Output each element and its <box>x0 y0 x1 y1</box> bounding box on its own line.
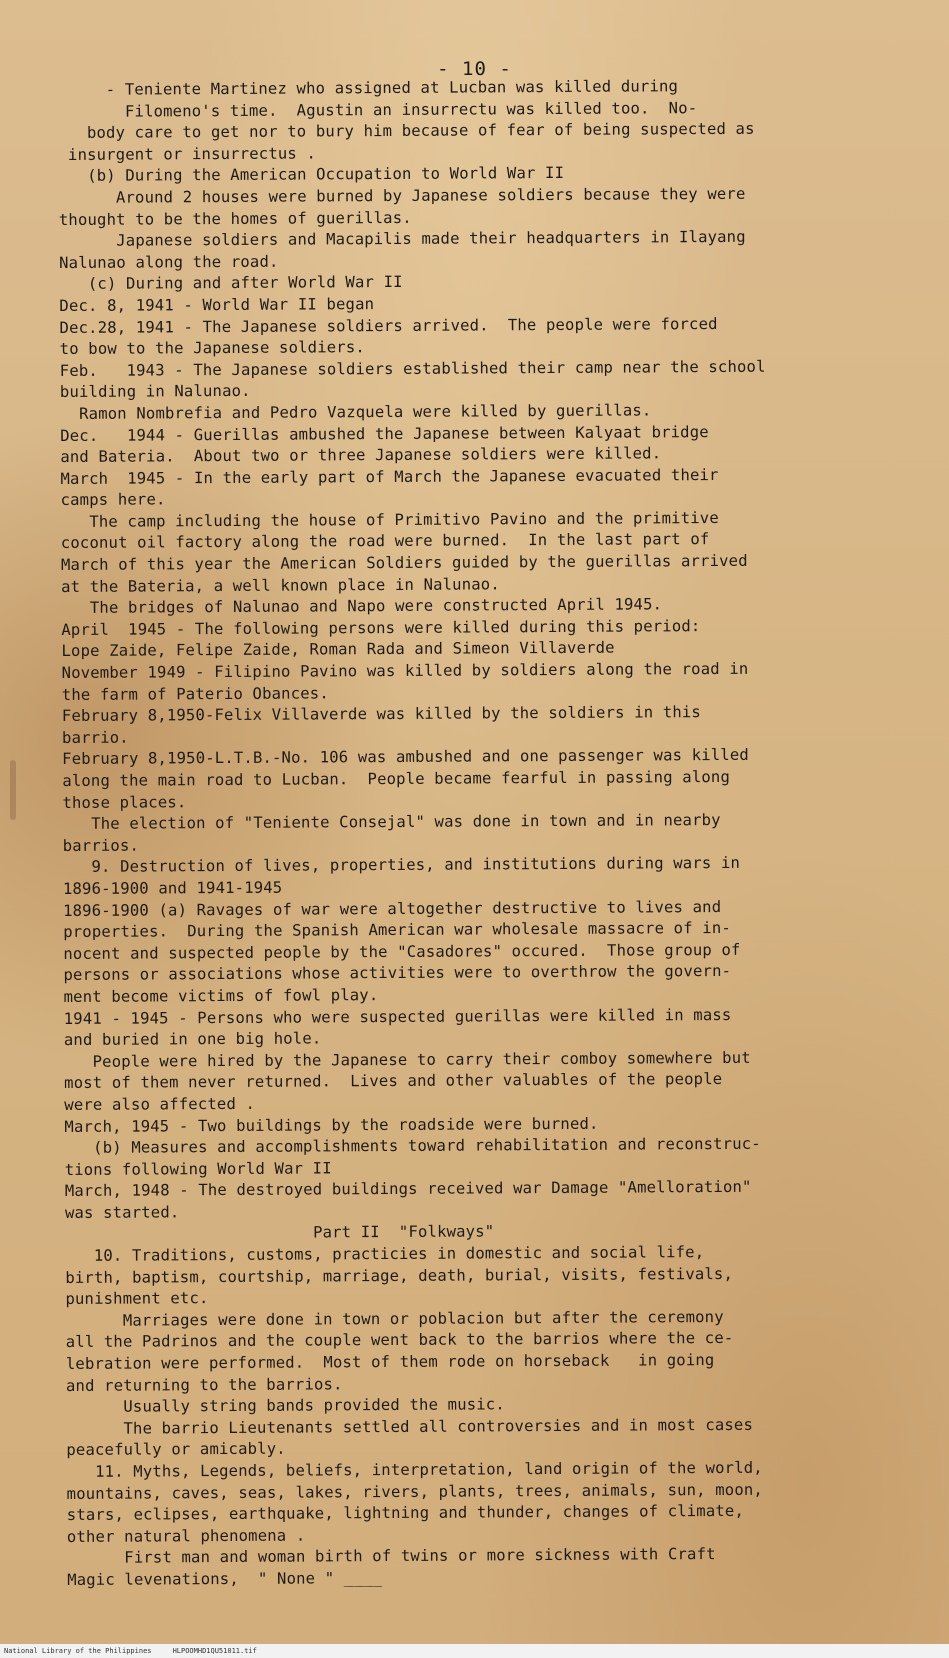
text-line: 1941 - 1945 - Persons who were suspected guerillas were killed in mass <box>63 1005 732 1028</box>
text-line: all the Padrinos and the couple went back to the barrios where the ce- <box>65 1329 734 1352</box>
text-line: Part II "Folkways" <box>64 1222 495 1244</box>
text-line: Lope Zaide, Felipe Zaide, Roman Rada and Simeon Villaverde <box>61 639 615 661</box>
text-line: Filomeno's time. Agustin an insurrectu was killed too. No- <box>58 98 698 121</box>
text-line: and returning to the barrios. <box>65 1374 343 1395</box>
text-line: (b) Measures and accomplishments toward rehabilitation and reconstruc- <box>64 1134 761 1158</box>
text-line: those places. <box>62 792 187 812</box>
text-line: camps here. <box>60 490 166 510</box>
text-line: and Bateria. About two or three Japanese soldiers were killed. <box>60 444 662 467</box>
text-line: March, 1948 - The destroyed buildings received war Damage "Amelloration" <box>64 1178 752 1201</box>
text-line: Nalunao along the road. <box>59 252 279 272</box>
text-line: punishment etc. <box>65 1289 209 1309</box>
text-line: persons or associations whose activities were to overthrow the govern- <box>63 962 732 985</box>
text-line: most of them never returned. Lives and other valuables of the people <box>64 1070 723 1093</box>
text-line: 10. Traditions, customs, practicies in domestic and social life, <box>65 1243 705 1266</box>
text-line: was started. <box>64 1203 180 1222</box>
text-line: People were hired by the Japanese to carry their comboy somewhere but <box>63 1048 751 1071</box>
text-line: coconut oil factory along the road were burned. In the last part of <box>60 530 710 553</box>
text-line: - Teniente Martinez who assigned at Lucban was killed during <box>58 77 679 99</box>
text-line: Dec. 1944 - Guerillas ambushed the Japanese between Kalyaat bridge <box>60 422 709 445</box>
text-line: Ramon Nombrefia and Pedro Vazquela were killed by guerillas. <box>59 401 652 423</box>
text-line: at the Bateria, a well known place in Nalunao. <box>61 574 500 596</box>
text-line: tions following World War II <box>64 1159 332 1179</box>
text-line: barrio. <box>61 728 129 747</box>
text-line: nocent and suspected people by the "Casadores" occured. Those group of <box>63 940 741 963</box>
page-number: - 10 - <box>437 58 512 80</box>
text-line: March of this year the American Soldiers guided by the guerillas arrived <box>60 551 748 575</box>
text-line: Usually string bands provided the music. <box>66 1395 505 1417</box>
scan-footer-caption: National Library of the Philippines HLPOOMHD1QU51011.tif <box>4 1647 257 1655</box>
text-line: the farm of Paterio Obances. <box>61 683 329 704</box>
text-line: February 8,1950-Felix Villaverde was killed by the soldiers in this <box>61 703 701 726</box>
text-line: lebration were performed. Most of them rode on horseback in going <box>65 1351 715 1374</box>
text-line: The camp including the house of Primitivo Pavino and the primitive <box>60 508 719 531</box>
text-line: thought to be the homes of guerillas. <box>58 208 412 229</box>
text-line: Dec.28, 1941 - The Japanese soldiers arrived. The people were forced <box>59 314 718 337</box>
text-line: Around 2 houses were burned by Japanese soldiers because they were <box>58 184 746 207</box>
text-line: Feb. 1943 - The Japanese soldiers established their camp near the school <box>59 357 766 380</box>
text-line: Marriages were done in town or poblacion but after the ceremony <box>65 1307 724 1330</box>
typed-text-body <box>58 75 907 1592</box>
text-line: other natural phenomena . <box>66 1526 306 1546</box>
text-line: November 1949 - Filipino Pavino was killed by soldiers along the road in <box>61 659 749 683</box>
text-line: 11. Myths, Legends, beliefs, interpretation, land origin of the world, <box>66 1458 763 1481</box>
text-line: birth, baptism, courtship, marriage, death, burial, visits, festivals, <box>65 1264 734 1287</box>
text-line: along the main road to Lucban. People became fearful in passing along <box>62 767 731 790</box>
text-line: 1896-1900 and 1941-1945 <box>62 878 283 898</box>
text-line: March, 1945 - Two buildings by the roadside were burned. <box>64 1114 599 1136</box>
text-line: The barrio Lieutenants settled all controversies and in most cases <box>66 1415 754 1438</box>
text-line: The election of "Teniente Consejal" was done in town and in nearby <box>62 811 721 834</box>
text-line: The bridges of Nalunao and Napo were constructed April 1945. <box>61 595 663 618</box>
text-line: Dec. 8, 1941 - World War II began <box>59 295 375 315</box>
text-line: (c) During and after World War II <box>59 273 403 294</box>
page-stain <box>10 760 16 820</box>
text-line: Magic levenations, " None " ____ <box>67 1569 382 1589</box>
text-line: were also affected . <box>64 1094 256 1114</box>
text-line: barrios. <box>62 836 140 855</box>
text-line: Japanese soldiers and Macapilis made their headquarters in Ilayang <box>58 227 746 251</box>
text-line: building in Nalunao. <box>59 382 251 402</box>
text-line: (b) During the American Occupation to World War II <box>58 164 565 186</box>
text-line: ment become victims of fowl play. <box>63 985 379 1006</box>
text-line: 9. Destruction of lives, properties, and institutions during wars in <box>62 854 741 877</box>
text-line: mountains, caves, seas, lakes, rivers, plants, trees, animals, sun, moon, <box>66 1480 763 1503</box>
text-line: 1896-1900 (a) Ravages of war were altogether destructive to lives and <box>63 897 722 920</box>
text-line: to bow to the Japanese soldiers. <box>59 338 365 359</box>
text-line: peacefully or amicably. <box>66 1440 286 1460</box>
text-line: stars, eclipses, earthquake, lightning and thunder, changes of climate, <box>66 1502 745 1525</box>
text-line: body care to get nor to bury him because of fear of being suspected as <box>58 119 755 143</box>
text-line: and buried in one big hole. <box>63 1029 322 1050</box>
text-line: March 1945 - In the early part of March the Japanese evacuated their <box>60 465 719 488</box>
text-line: properties. During the Spanish American war wholesale massacre of in- <box>63 919 731 942</box>
text-line: First man and woman birth of twins or more sickness with Craft <box>66 1545 716 1568</box>
text-line: February 8,1950-L.T.B.-No. 106 was ambushed and one passenger was killed <box>62 746 749 769</box>
text-line: insurgent or insurrectus . <box>58 144 317 164</box>
text-line: April 1945 - The following persons were killed during this period: <box>61 616 701 639</box>
